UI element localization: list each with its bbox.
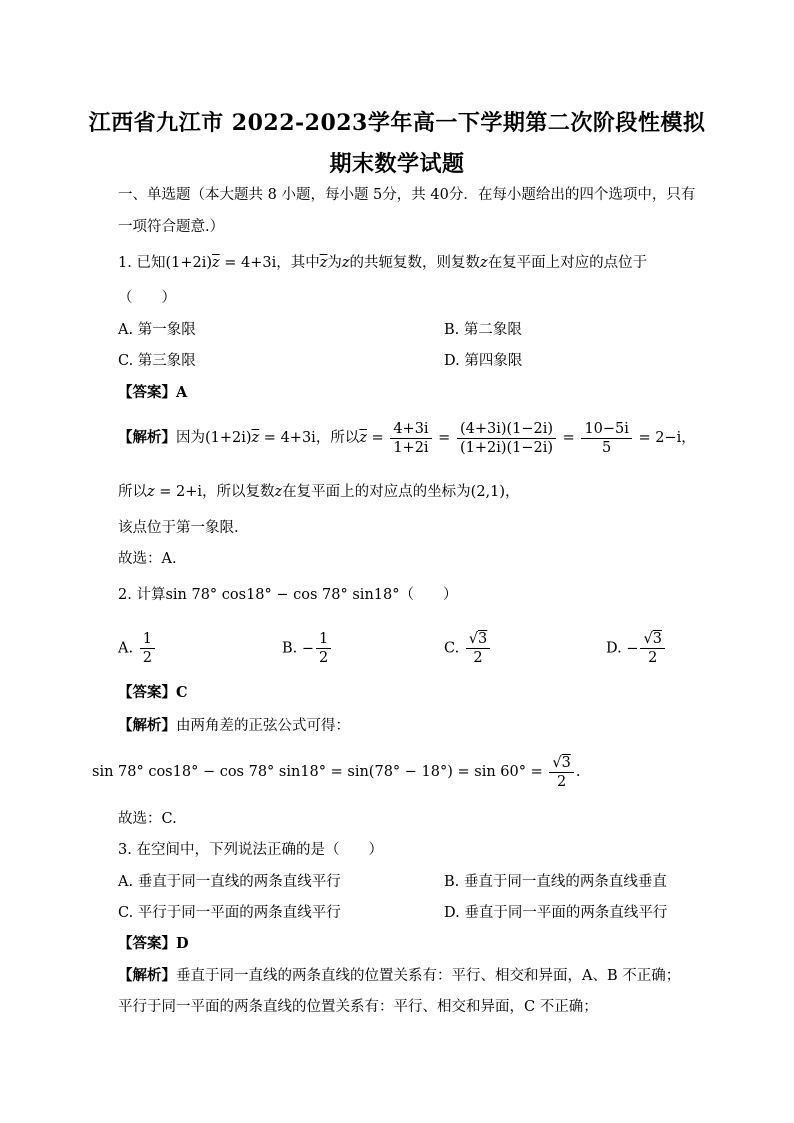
q3-option-a: A. 垂直于同一直线的两条直线平行 xyxy=(118,874,341,890)
q1-analysis-intro: 因为 xyxy=(176,430,205,446)
q1-stem-end: 在复平面上对应的点位于 xyxy=(487,255,648,271)
document-title-line1: 江西省九江市 2022-2023学年高一下学期第二次阶段性模拟 xyxy=(88,110,706,136)
q1-option-d: D. 第四象限 xyxy=(444,353,523,369)
q1-option-b: B. 第二象限 xyxy=(444,322,522,338)
q2-option-d-label: D. xyxy=(606,640,622,657)
q1-line2-prefix: 所以 xyxy=(118,484,147,500)
q2-option-c xyxy=(444,630,492,667)
q1-analysis-line3: 该点位于第一象限. xyxy=(118,520,239,536)
q2-formula-text: sin 78° cos18° − cos 78° sin18° = sin(78° − 18°) = sin 60° = xyxy=(92,764,543,780)
q1-stem-rest: 的共轭复数，则复数 xyxy=(349,255,481,271)
q2-option-c-value: $\frac{√3}{2}$ xyxy=(466,630,490,667)
q1-analysis-so: ，所以 xyxy=(315,430,360,446)
q1-z: z xyxy=(341,255,350,271)
q2-option-a-value: $\frac{1}{2}$ xyxy=(140,630,155,667)
q1-line2-end: 在复平面上的对应点的坐标为 xyxy=(282,484,471,500)
question-1-stem xyxy=(118,253,647,273)
q1-z2: z xyxy=(480,255,488,271)
q3-option-b: B. 垂直于同一直线的两条直线垂直 xyxy=(444,874,667,890)
q2-expression: sin 78° cos18° − cos 78° sin18° xyxy=(165,587,400,603)
q3-option-d: D. 垂直于同一平面的两条直线平行 xyxy=(444,905,668,921)
q3-answer: 【答案】D xyxy=(118,935,189,952)
document-title-line2: 期末数学试题 xyxy=(329,151,465,177)
q1-analysis: 【解析】因为$(1+2i)\overline{z} = 4+3i$，所以$\overline{z}$ = $\frac{4+3i}{1+2i}$ = $\frac{(4+3i)(1-2i)}{(1+2i)(1-2i)}$ = $\frac{10-5i}{5}$ = 2−i， xyxy=(118,420,696,456)
q1-option-a: A. 第一象限 xyxy=(118,322,196,338)
q2-analysis-label: 【解析】 xyxy=(118,717,176,734)
q1-stem-mid2: 为 xyxy=(327,255,342,271)
q1-analysis-eq: $(1+2i)\overline{z} = 4+3i$ xyxy=(205,430,316,446)
q1-equation: $(1+2i)\overline{z} = 4+3i$ xyxy=(165,255,277,271)
q3-analysis-label: 【解析】 xyxy=(118,967,176,984)
q1-coordinate: (2,1) xyxy=(470,484,506,500)
q2-prefix: 2. 计算 xyxy=(118,587,166,603)
q3-analysis-line1: 垂直于同一直线的两条直线的位置关系有：平行、相交和异面，A、B 不正确； xyxy=(176,968,681,984)
q1-analysis-line2: 所以z = 2+i，所以复数z在复平面上的对应点的坐标为(2,1)， xyxy=(118,484,520,500)
q1-line2-mid: ，所以复数 xyxy=(202,484,275,500)
section-heading: 一、单选题（本大题共 8 小题，每小题 5分，共 40分．在每小题给出的四个选项中，只有 xyxy=(118,187,696,203)
section-heading-cont: 一项符合题意.） xyxy=(118,219,225,235)
q2-paren: （ ） xyxy=(399,587,458,603)
q2-conclusion: 故选：C. xyxy=(118,811,177,827)
q1-line2-z: z xyxy=(274,484,283,500)
q2-option-b-value: − $\frac{1}{2}$ xyxy=(302,641,333,657)
q1-analysis-chain: $\overline{z}$ = $\frac{4+3i}{1+2i}$ = $\frac{(4+3i)(1-2i)}{(1+2i)(1-2i)}$ = $\frac{10-5i}{5}$ = 2−i xyxy=(359,420,682,456)
q2-option-d-value: − $\frac{√3}{2}$ xyxy=(626,641,667,657)
q1-option-c: C. 第三象限 xyxy=(118,353,196,369)
q2-analysis-text: 由两角差的正弦公式可得： xyxy=(176,718,350,734)
q1-stem-mid: ，其中 xyxy=(276,255,320,271)
q1-line2-eq: z = 2+i xyxy=(147,484,203,500)
q2-analysis xyxy=(118,716,350,736)
q2-formula: sin 78° cos18° − cos 78° sin18° = sin(78° − 18°) = sin 60° = $\frac{√3}{2}$ . xyxy=(92,754,581,790)
q3-analysis-line2: 平行于同一平面的两条直线的位置关系有：平行、相交和异面，C 不正确； xyxy=(118,999,598,1015)
q2-option-b-label: B. xyxy=(282,640,298,657)
q2-option-b xyxy=(282,630,333,667)
q2-option-d xyxy=(606,630,667,667)
q1-analysis-label: 【解析】 xyxy=(118,429,176,446)
question-2-stem xyxy=(118,585,457,605)
question-1-paren: （ ） xyxy=(118,290,176,306)
q2-option-c-label: C. xyxy=(444,640,460,657)
q2-option-a-label: A. xyxy=(118,640,134,657)
question-3-stem: 3. 在空间中，下列说法正确的是（ ） xyxy=(118,842,383,858)
q2-option-a xyxy=(118,630,157,667)
q2-formula-result: $\frac{√3}{2}$ xyxy=(549,754,573,791)
q2-answer: 【答案】C xyxy=(118,684,188,701)
q3-analysis xyxy=(118,966,680,986)
q1-zbar: $\overline{z}$ xyxy=(319,255,328,271)
q1-answer: 【答案】A xyxy=(118,384,188,401)
q3-option-c: C. 平行于同一平面的两条直线平行 xyxy=(118,905,341,921)
q1-prefix: 1. 已知 xyxy=(118,255,166,271)
q1-conclusion: 故选：A. xyxy=(118,551,177,567)
